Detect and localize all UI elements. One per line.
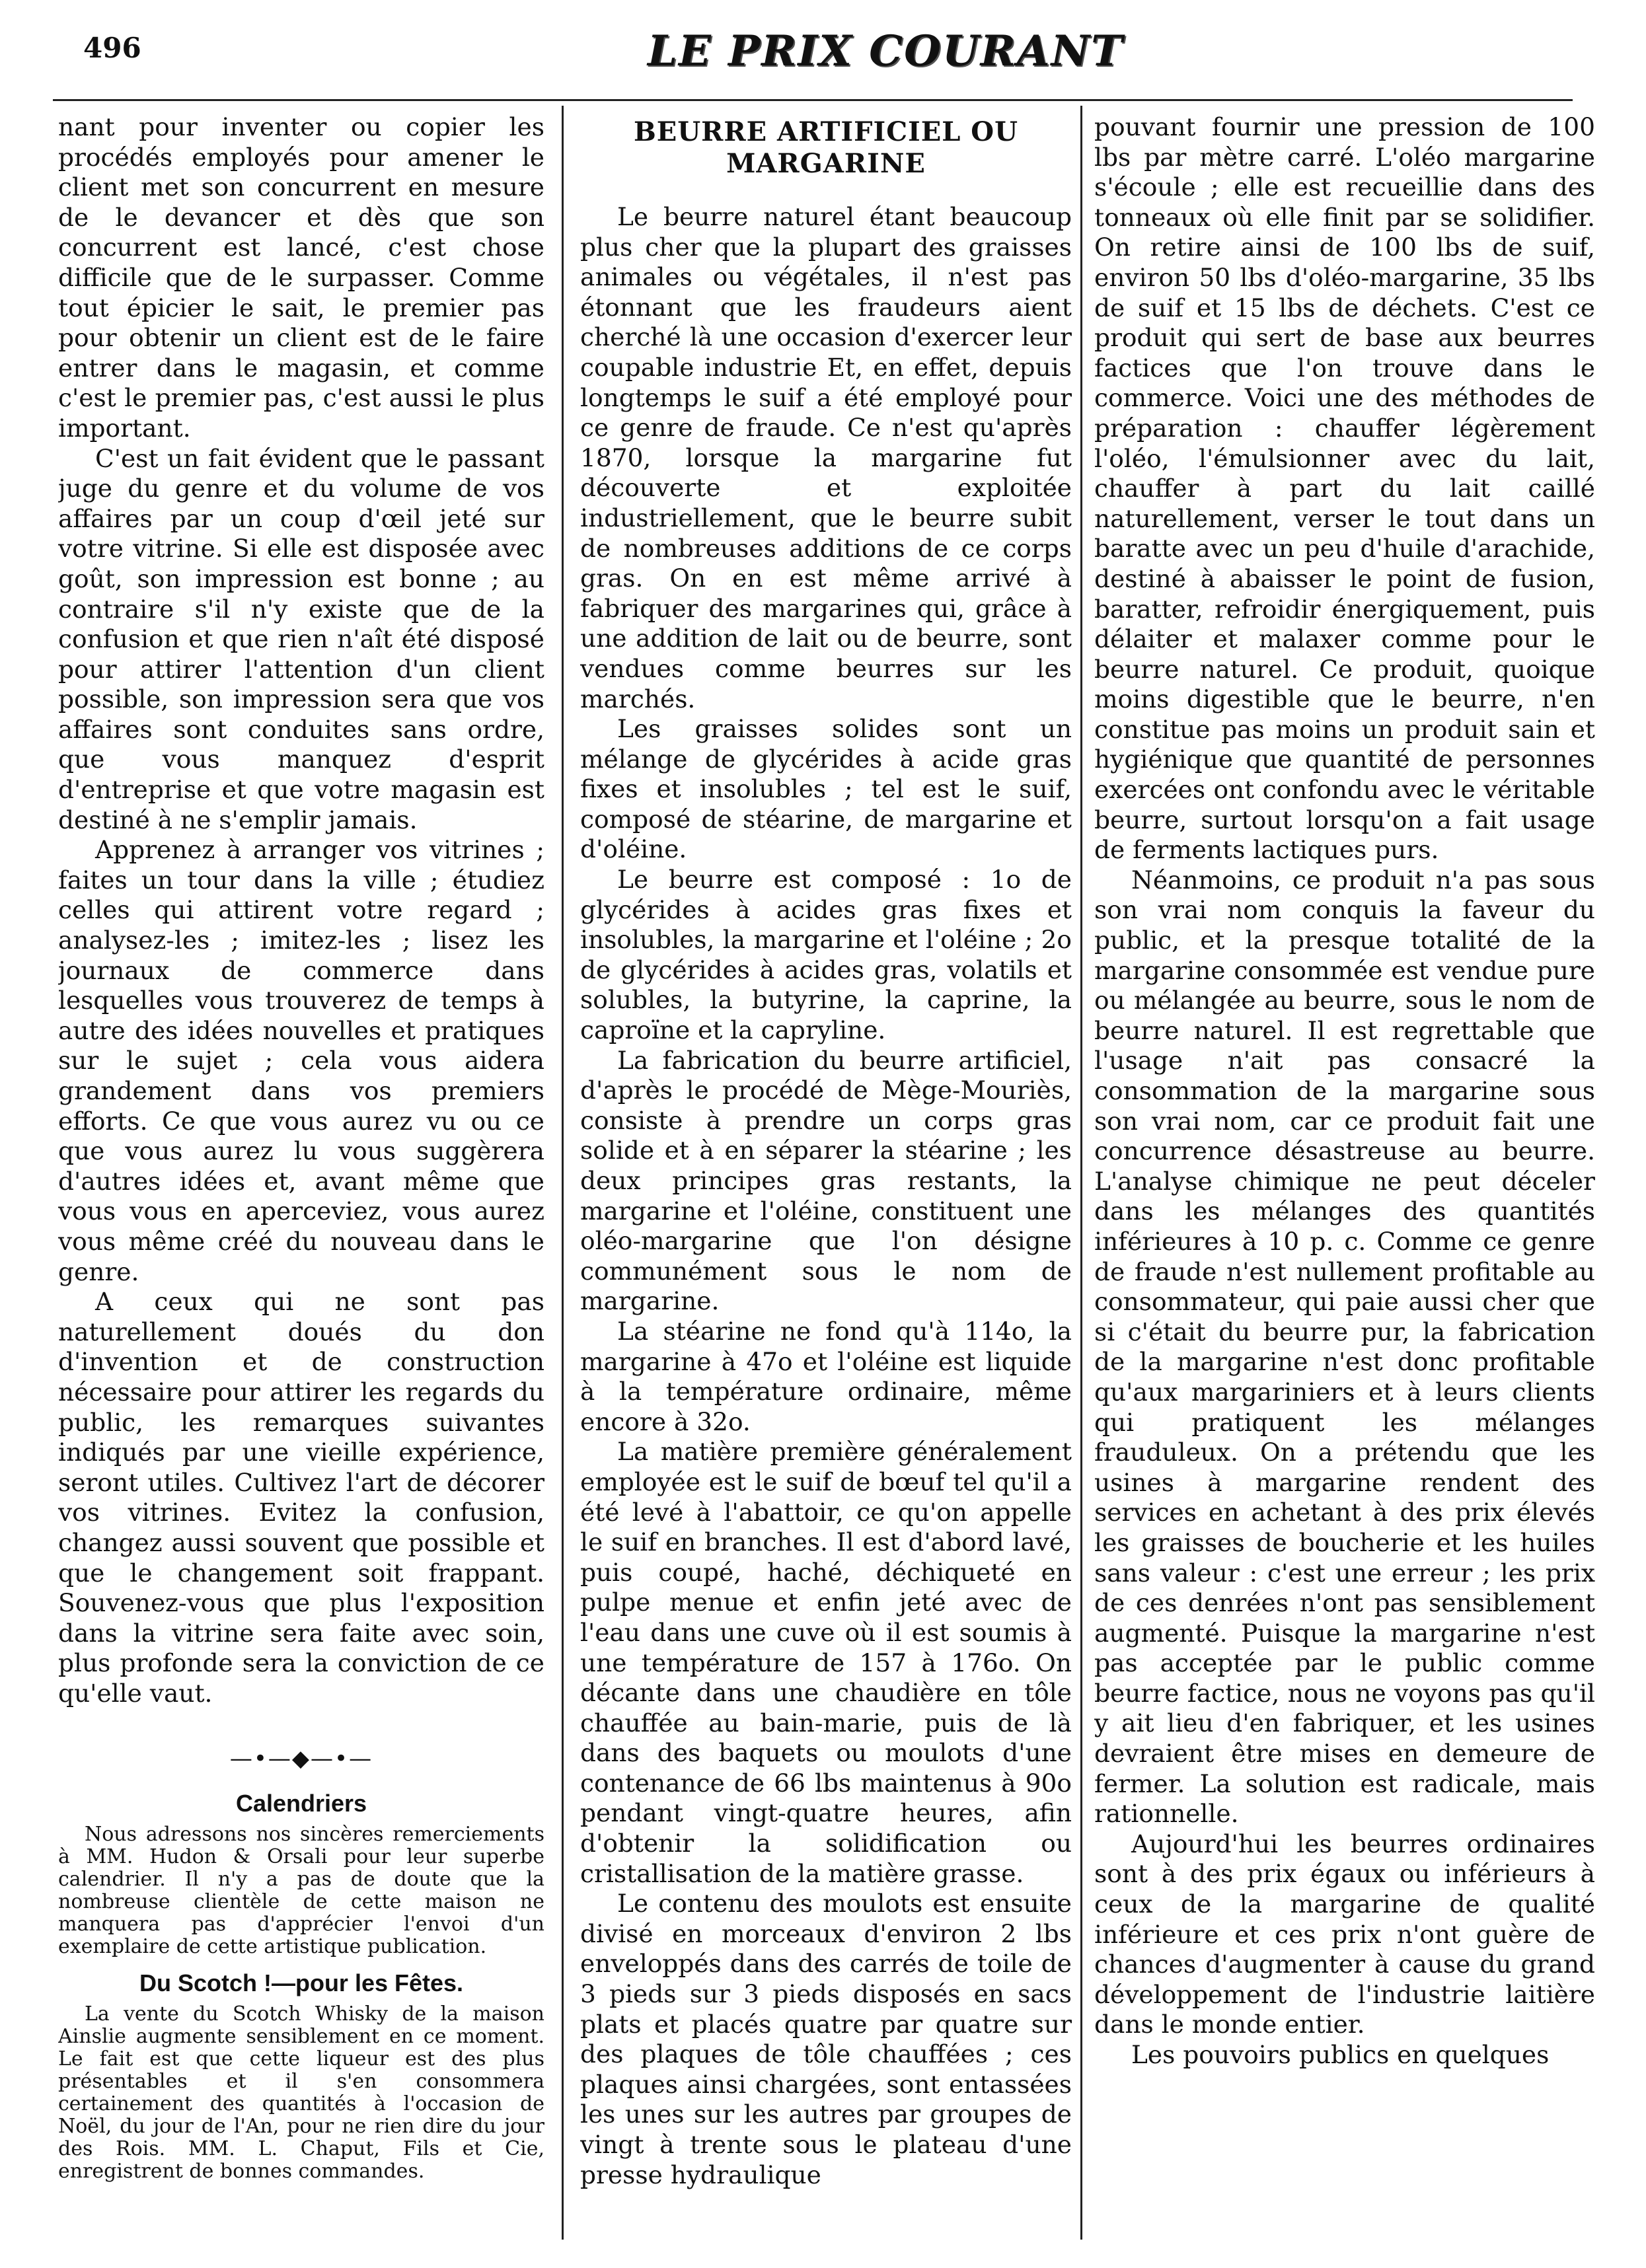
article-paragraph: pouvant fournir une pression de 100 lbs par mètre carré. L'oléo margarine s'écoule ; elle est recueillie dans des tonneaux où elle finit par se solidifier. On retire ainsi de 100 lbs de suif, environ 50 lbs d'oléo-margarine, 35 lbs de suif et 15 lbs de déchets. C'est ce produit qui sert de base aux beurres factices que l'on trouve dans le commerce. Voici une des méthodes de préparation : chauffer légèrement l'oléo, l'émulsionner avec du lait, chauffer à part du lait caillé naturellement, verser le tout dans un baratte avec un peu d'huile d'arachide, destiné à abaisser le point de fusion, baratter, refroidir énergiquement, puis délaiter et malaxer comme pour le beurre naturel. Ce produit, quoique moins digestible que le beurre, n'en constitue pas moins un produit sain et hygiénique que quantité de personnes exercées ont confondu avec le véritable beurre, surtout lorsqu'on a fait usage de ferments lactiques purs.: [1094, 112, 1595, 865]
article-paragraph: Le contenu des moulots est ensuite divisé en morceaux d'environ 2 lbs enveloppés dans des carrés de toile de 3 pieds sur 3 pieds disposés en sacs plats et placés quatre par quatre sur des plaques de tôle chauffées ; ces plaques ainsi chargées, sont entassées les unes sur les autres par groupes de vingt à trente sous le plateau d'une presse hydraulique: [580, 1889, 1072, 2189]
note-text-scotch: La vente du Scotch Whisky de la maison Ainslie augmente sensiblement en ce moment. Le fait est que cette liqueur est des plus présentables et il s'en consommera certainement des quantités à l'occasion de Noël, du jour de l'An, pour ne rien dire du jour des Rois. MM. L. Chaput, Fils et Cie, enregistrent de bonnes commandes.: [58, 2002, 544, 2183]
article-paragraph: La matière première généralement employée est le suif de bœuf tel qu'il a été levé à l'abattoir, ce qu'on appelle le suif en branches. Il est d'abord lavé, puis coupé, haché, déchiqueté en pulpe menue et enfin jeté avec de l'eau dans une cuve où il est soumis à une température de 157 à 176o. On décante dans une chaudière en tôle chauffée au bain-marie, puis de là dans des baquets ou moulots d'une contenance de 66 lbs maintenus à 90o pendant vingt-quatre heures, afin d'obtenir la solidification ou cristallisation de la matière grasse.: [580, 1437, 1072, 1888]
article-paragraph: La stéarine ne fond qu'à 114o, la margarine à 47o et l'oléine est liquide à la température ordinaire, même encore à 32o.: [580, 1316, 1072, 1436]
article-paragraph: nant pour inventer ou copier les procédés employés pour amener le client met son concurrent en mesure de le devancer et dès que son concurrent est lancé, c'est chose difficile que de le surpasser. Comme tout épicier le sait, le premier pas pour obtenir un client est de le faire entrer dans le magasin, et comme c'est le premier pas, c'est aussi le plus important.: [58, 112, 544, 443]
column-middle: [580, 112, 1072, 2242]
article-paragraph: La fabrication du beurre artificiel, d'après le procédé de Mège-Mouriès, consiste à prendre un corps gras solide et à en séparer la stéarine ; les deux principes gras restants, la margarine et l'oléine, constituent une oléo-margarine que l'on désigne communément sous le nom de margarine.: [580, 1045, 1072, 1316]
page-header: [0, 0, 1646, 112]
column-right: [1094, 112, 1595, 2242]
article-paragraph: Apprenez à arranger vos vitrines ; faites un tour dans la ville ; étudiez celles qui attirent votre regard ; analysez-les ; imitez-les ; lisez les journaux de commerce dans lesquelles vous trouverez de temps à autre des idées nouvelles et pratiques sur le sujet ; cela vous aidera grandement dans vos premiers efforts. Ce que vous aurez vu ou ce que vous aurez lu vous suggèrera d'autres idées et, avant même que vous vous en aperceviez, vous aurez vous même créé du nouveau dans le genre.: [58, 835, 544, 1286]
column-rule-right: [1080, 106, 1082, 2240]
article-paragraph: Le beurre est composé : 1o de glycérides à acides gras fixes et insolubles, la margarine et l'oléine ; 2o de glycérides à acides gras, volatils et solubles, la butyrine, la caprine, la caproïne et la capryline.: [580, 865, 1072, 1045]
article-paragraph: Aujourd'hui les beurres ordinaires sont à des prix égaux ou inférieurs à ceux de la margarine de qualité inférieure et ces prix n'ont guère de chances d'augmenter à cause du grand développement de l'industrie laitière dans le monde entier.: [1094, 1829, 1595, 2039]
page-number: 496: [83, 32, 141, 64]
column-left: [58, 112, 544, 2242]
header-rule: [53, 99, 1573, 101]
column-rule-left: [562, 106, 564, 2240]
article-paragraph: Néanmoins, ce produit n'a pas sous son vrai nom conquis la faveur du public, et la presque totalité de la margarine consommée est vendue pure ou mélangée au beurre, sous le nom de beurre naturel. Il est regrettable que l'usage n'ait pas consacré la consommation de la margarine sous son vrai nom, car ce produit fait une concurrence désastreuse au beurre. L'analyse chimique ne peut déceler dans les mélanges des quantités inférieures à 10 p. c. Comme ce genre de fraude n'est nullement profitable au consommateur, qui paie aussi cher que si c'était du beurre pur, la fabrication de la margarine n'est donc profitable qu'aux margariniers et à leurs clients qui pratiquent les mélanges frauduleux. On a prétendu que les usines à margarine rendent des services en achetant à des prix élevés les graisses de boucherie et les huiles sans valeur : c'est une erreur ; les prix de ces denrées n'ont pas sensiblement augmenté. Puisque la margarine n'est pas acceptée par le public comme beurre factice, nous ne voyons pas qu'il y ait lieu d'en fabriquer, et les usines devraient être mises en demeure de fermer. La solution est radicale, mais rationnelle.: [1094, 865, 1595, 1829]
note-text-calendriers: Nous adressons nos sincères remerciements à MM. Hudon & Orsali pour leur superbe calendrier. Il n'y a pas de doute que la nombreuse clientèle de cette maison ne manquera pas d'apprécier l'envoi d'un exemplaire de cette artistique publication.: [58, 1823, 544, 1959]
article-paragraph: Les graisses solides sont un mélange de glycérides à acide gras fixes et insolubles ; tel est le suif, composé de stéarine, de margarine et d'oléine.: [580, 714, 1072, 864]
article-paragraph: A ceux qui ne sont pas naturellement doués du don d'invention et de construction nécessaire pour attirer les regards du public, les remarques suivantes indiqués par une vieille expérience, seront utiles. Cultivez l'art de décorer vos vitrines. Evitez la confusion, changez aussi souvent que possible et que le changement soit frappant. Souvenez-vous que plus l'exposition dans la vitrine sera faite avec soin, plus profonde sera la conviction de ce qu'elle vaut.: [58, 1287, 544, 1708]
article-paragraph: Les pouvoirs publics en quelques: [1131, 2040, 1550, 2069]
note-heading-calendriers: Calendriers: [235, 1790, 367, 1817]
article-paragraph: Le beurre naturel étant beaucoup plus cher que la plupart des graisses animales ou végétales, il n'est pas étonnant que les fraudeurs aient cherché là une occasion d'exercer leur coupable industrie Et, en effet, depuis longtemps le suif a été employé pour ce genre de fraude. Ce n'est qu'après 1870, lorsque la margarine fut découverte et exploitée industriellement, que le beurre subit de nombreuses additions de ce corps gras. On en est même arrivé à fabriquer des margarines qui, grâce à une addition de lait ou de beurre, sont vendues comme beurres sur les marchés.: [580, 202, 1072, 713]
note-heading-scotch: Du Scotch !—pour les Fêtes.: [139, 1969, 464, 1997]
article-title: BEURRE ARTIFICIEL OU MARGARINE: [633, 116, 1019, 179]
masthead-logo: LE PRIX COURANT: [648, 26, 1124, 76]
article-paragraph: C'est un fait évident que le passant juge du genre et du volume de vos affaires par un coup d'œil jeté sur votre vitrine. Si elle est disposée avec goût, son impression est bonne ; au contraire s'il n'y existe que de la confusion et que rien n'aît été disposé pour attirer l'attention d'un client possible, son impression sera que vos affaires sont conduites sans ordre, que vous manquez d'esprit d'entreprise et que votre magasin est destiné à ne s'emplir jamais.: [58, 443, 544, 834]
section-divider: —•—◆—•—: [229, 1745, 373, 1773]
